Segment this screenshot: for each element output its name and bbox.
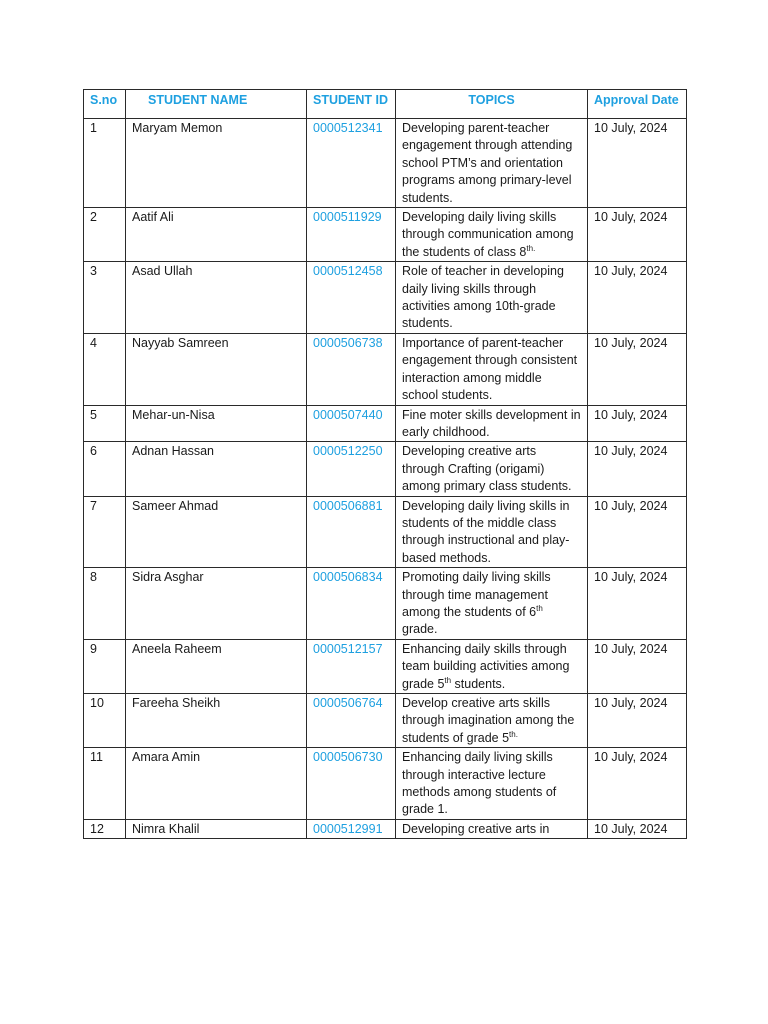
cell-sno: 9 <box>84 639 126 693</box>
table-body <box>84 119 687 839</box>
topic-text: Developing daily living skills through communication among the students of class 8 <box>402 210 574 259</box>
cell-student-name: Asad Ullah <box>126 262 307 334</box>
cell-student-name: Aneela Raheem <box>126 639 307 693</box>
topic-text: Developing creative arts in <box>402 821 550 836</box>
cell-topic <box>396 333 588 405</box>
topic-text: Developing creative arts through Crafting (origami) among primary class students. <box>402 444 572 494</box>
cell-student-id: 0000506738 <box>307 333 396 405</box>
cell-approval-date: 10 July, 2024 <box>588 333 687 405</box>
topic-superscript: th <box>444 675 452 685</box>
topic-text: Developing daily living skills in students of the middle class through instructional and play-based methods. <box>402 498 570 565</box>
cell-sno: 5 <box>84 405 126 442</box>
cell-topic <box>396 496 588 568</box>
cell-approval-date: 10 July, 2024 <box>588 819 687 838</box>
table-row <box>84 639 687 693</box>
topic-text: Enhancing daily skills through team building activities among grade 5 <box>402 641 570 691</box>
table-row <box>84 208 687 262</box>
table-row <box>84 568 687 640</box>
cell-student-name: Adnan Hassan <box>126 442 307 496</box>
cell-topic <box>396 639 588 693</box>
table-row <box>84 819 687 838</box>
topic-text-tail: students. <box>451 676 506 691</box>
topic-superscript: th. <box>509 729 518 739</box>
topic-text: Fine moter skills development in early childhood. <box>402 407 581 439</box>
cell-approval-date: 10 July, 2024 <box>588 568 687 640</box>
header-student-id: STUDENT ID <box>307 90 396 119</box>
cell-student-id: 0000512458 <box>307 262 396 334</box>
table-row <box>84 496 687 568</box>
header-student-name: STUDENT NAME <box>126 90 307 119</box>
cell-topic <box>396 819 588 838</box>
cell-student-id: 0000507440 <box>307 405 396 442</box>
cell-approval-date: 10 July, 2024 <box>588 262 687 334</box>
cell-approval-date: 10 July, 2024 <box>588 208 687 262</box>
table-row <box>84 405 687 442</box>
topic-superscript: th. <box>526 243 536 253</box>
cell-student-id: 0000512991 <box>307 819 396 838</box>
cell-student-id: 0000506764 <box>307 694 396 748</box>
topic-text: Enhancing daily living skills through interactive lecture methods among students of grade 1. <box>402 750 557 817</box>
cell-topic <box>396 694 588 748</box>
cell-sno: 10 <box>84 694 126 748</box>
cell-student-id: 0000511929 <box>307 208 396 262</box>
topic-text: Importance of parent-teacher engagement through consistent interaction among middle school students. <box>402 335 578 403</box>
cell-approval-date: 10 July, 2024 <box>588 639 687 693</box>
cell-sno: 2 <box>84 208 126 262</box>
cell-sno: 7 <box>84 496 126 568</box>
cell-approval-date: 10 July, 2024 <box>588 748 687 820</box>
header-topics: TOPICS <box>396 90 588 119</box>
cell-topic <box>396 748 588 820</box>
cell-sno: 4 <box>84 333 126 405</box>
cell-student-name: Mehar-un-Nisa <box>126 405 307 442</box>
header-sno: S.no <box>84 90 126 119</box>
cell-student-id: 0000506834 <box>307 568 396 640</box>
topic-text: Developing parent-teacher engagement through attending school PTM’s and orientation programs among primary-level students. <box>402 121 573 205</box>
topic-text: Promoting daily living skills through time management among the students of 6 <box>402 570 551 619</box>
header-approval-date: Approval Date <box>588 90 687 119</box>
cell-sno: 1 <box>84 119 126 208</box>
cell-sno: 12 <box>84 819 126 838</box>
topic-text-tail: grade. <box>402 622 438 637</box>
cell-student-id: 0000512157 <box>307 639 396 693</box>
topic-superscript: th <box>536 603 543 613</box>
cell-topic <box>396 405 588 442</box>
cell-student-name: Maryam Memon <box>126 119 307 208</box>
table-row <box>84 748 687 820</box>
cell-student-id: 0000512250 <box>307 442 396 496</box>
cell-student-id: 0000506730 <box>307 748 396 820</box>
cell-topic <box>396 208 588 262</box>
cell-student-id: 0000506881 <box>307 496 396 568</box>
table-row <box>84 442 687 496</box>
cell-sno: 3 <box>84 262 126 334</box>
cell-approval-date: 10 July, 2024 <box>588 442 687 496</box>
table-row <box>84 694 687 748</box>
cell-topic <box>396 119 588 208</box>
cell-student-name: Amara Amin <box>126 748 307 820</box>
cell-student-name: Fareeha Sheikh <box>126 694 307 748</box>
cell-topic <box>396 442 588 496</box>
topic-text: Role of teacher in developing daily living skills through activities among 10th-grade students. <box>402 264 564 331</box>
cell-approval-date: 10 July, 2024 <box>588 496 687 568</box>
table-row <box>84 333 687 405</box>
student-topics-table <box>83 89 687 839</box>
cell-topic <box>396 568 588 640</box>
cell-student-name: Aatif Ali <box>126 208 307 262</box>
cell-approval-date: 10 July, 2024 <box>588 119 687 208</box>
cell-student-id: 0000512341 <box>307 119 396 208</box>
cell-student-name: Nimra Khalil <box>126 819 307 838</box>
topic-text: Develop creative arts skills through imagination among the students of grade 5 <box>402 696 575 745</box>
cell-approval-date: 10 July, 2024 <box>588 405 687 442</box>
cell-sno: 11 <box>84 748 126 820</box>
table-row <box>84 262 687 334</box>
cell-sno: 8 <box>84 568 126 640</box>
cell-student-name: Nayyab Samreen <box>126 333 307 405</box>
cell-sno: 6 <box>84 442 126 496</box>
table-header <box>84 90 687 119</box>
table-row <box>84 119 687 208</box>
header-row <box>84 90 687 119</box>
cell-approval-date: 10 July, 2024 <box>588 694 687 748</box>
cell-topic <box>396 262 588 334</box>
cell-student-name: Sidra Asghar <box>126 568 307 640</box>
cell-student-name: Sameer Ahmad <box>126 496 307 568</box>
